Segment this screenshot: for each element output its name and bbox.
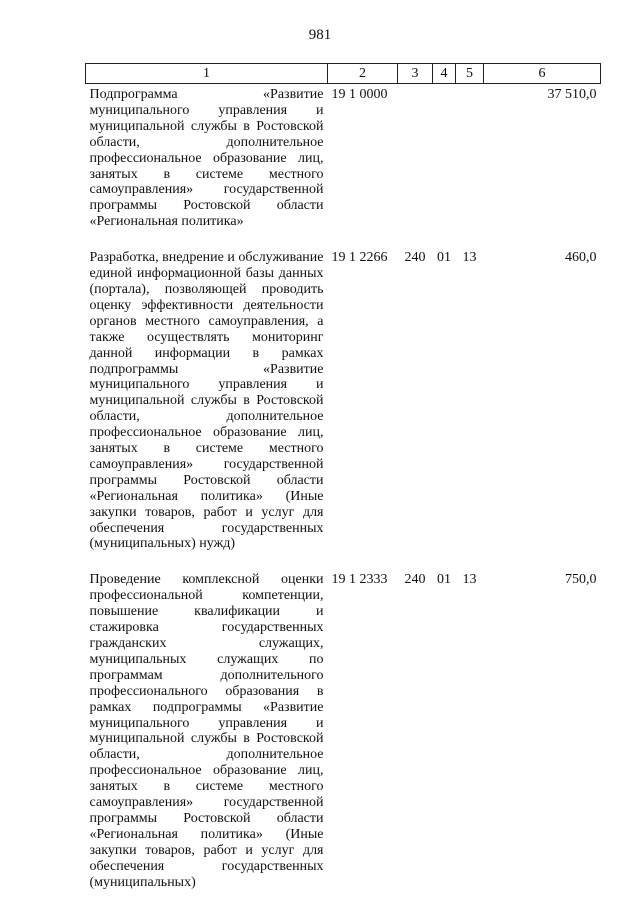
table-header — [86, 64, 601, 84]
row-target-article: 19 1 2333 — [331, 572, 388, 588]
row-amount: 37 510,0 — [547, 87, 597, 102]
row-subsection: 13 — [462, 250, 477, 266]
row-name: Проведение комплексной оценки профессиональной компетенции, повышение квалификации и стажировка государственных гражданских служащих, муниципальных служащих по программам дополнительного профессионального образования в рамках подпрограммы «Развитие муниципального управления и муниципальной службы в Ростовской области, дополнительное профессиональное образование лиц, занятых в системе местного самоуправления» государственной программы Ростовской области «Региональная политика» (Иные закупки товаров, работ и услуг для обеспечения государственных (муниципальных) — [89, 572, 324, 890]
row-name: Подпрограмма «Развитие муниципального управления и муниципальной службы в Ростовской области, дополнительное профессиональное образование лиц, занятых в системе местного самоуправления» государственной программы Ростовской области «Региональная политика» — [89, 87, 324, 230]
row-subsection — [456, 84, 484, 251]
row-section: 01 — [437, 572, 451, 588]
row-target-article: 19 1 2266 — [331, 250, 388, 266]
header-col-4: 4 — [433, 64, 456, 84]
row-expense-type — [398, 84, 433, 251]
row-amount: 460,0 — [565, 250, 597, 266]
row-amount: 750,0 — [565, 572, 597, 588]
table-body — [86, 84, 601, 891]
row-subsection: 13 — [462, 572, 477, 588]
header-row — [86, 64, 601, 84]
table-row — [86, 84, 601, 251]
row-target-article: 19 1 0000 — [331, 87, 388, 102]
row-section: 01 — [437, 250, 451, 266]
header-col-1: 1 — [86, 64, 328, 84]
row-name: Разработка, внедрение и обслуживание единой информационной базы данных (портала), позволяющей проводить оценку эффективности деятельности органов местного самоуправления, а также осуществлять мониторинг данной информации в рамках подпрограммы «Развитие муниципального управления и муниципальной службы в Ростовской области, дополнительное профессиональное образование лиц, занятых в системе местного самоуправления» государственной программы Ростовской области «Региональная политика» (Иные закупки товаров, работ и услуг для обеспечения государственных (муниципальных) нужд) — [89, 250, 324, 552]
page-number: 981 — [308, 27, 332, 43]
table-row — [86, 572, 601, 890]
header-col-5: 5 — [456, 64, 484, 84]
row-expense-type: 240 — [404, 572, 426, 588]
row-section — [433, 84, 456, 251]
row-expense-type: 240 — [404, 250, 426, 266]
table-row — [86, 250, 601, 572]
header-col-2: 2 — [328, 64, 398, 84]
budget-table — [85, 63, 601, 891]
header-col-3: 3 — [398, 64, 433, 84]
header-col-6: 6 — [484, 64, 601, 84]
